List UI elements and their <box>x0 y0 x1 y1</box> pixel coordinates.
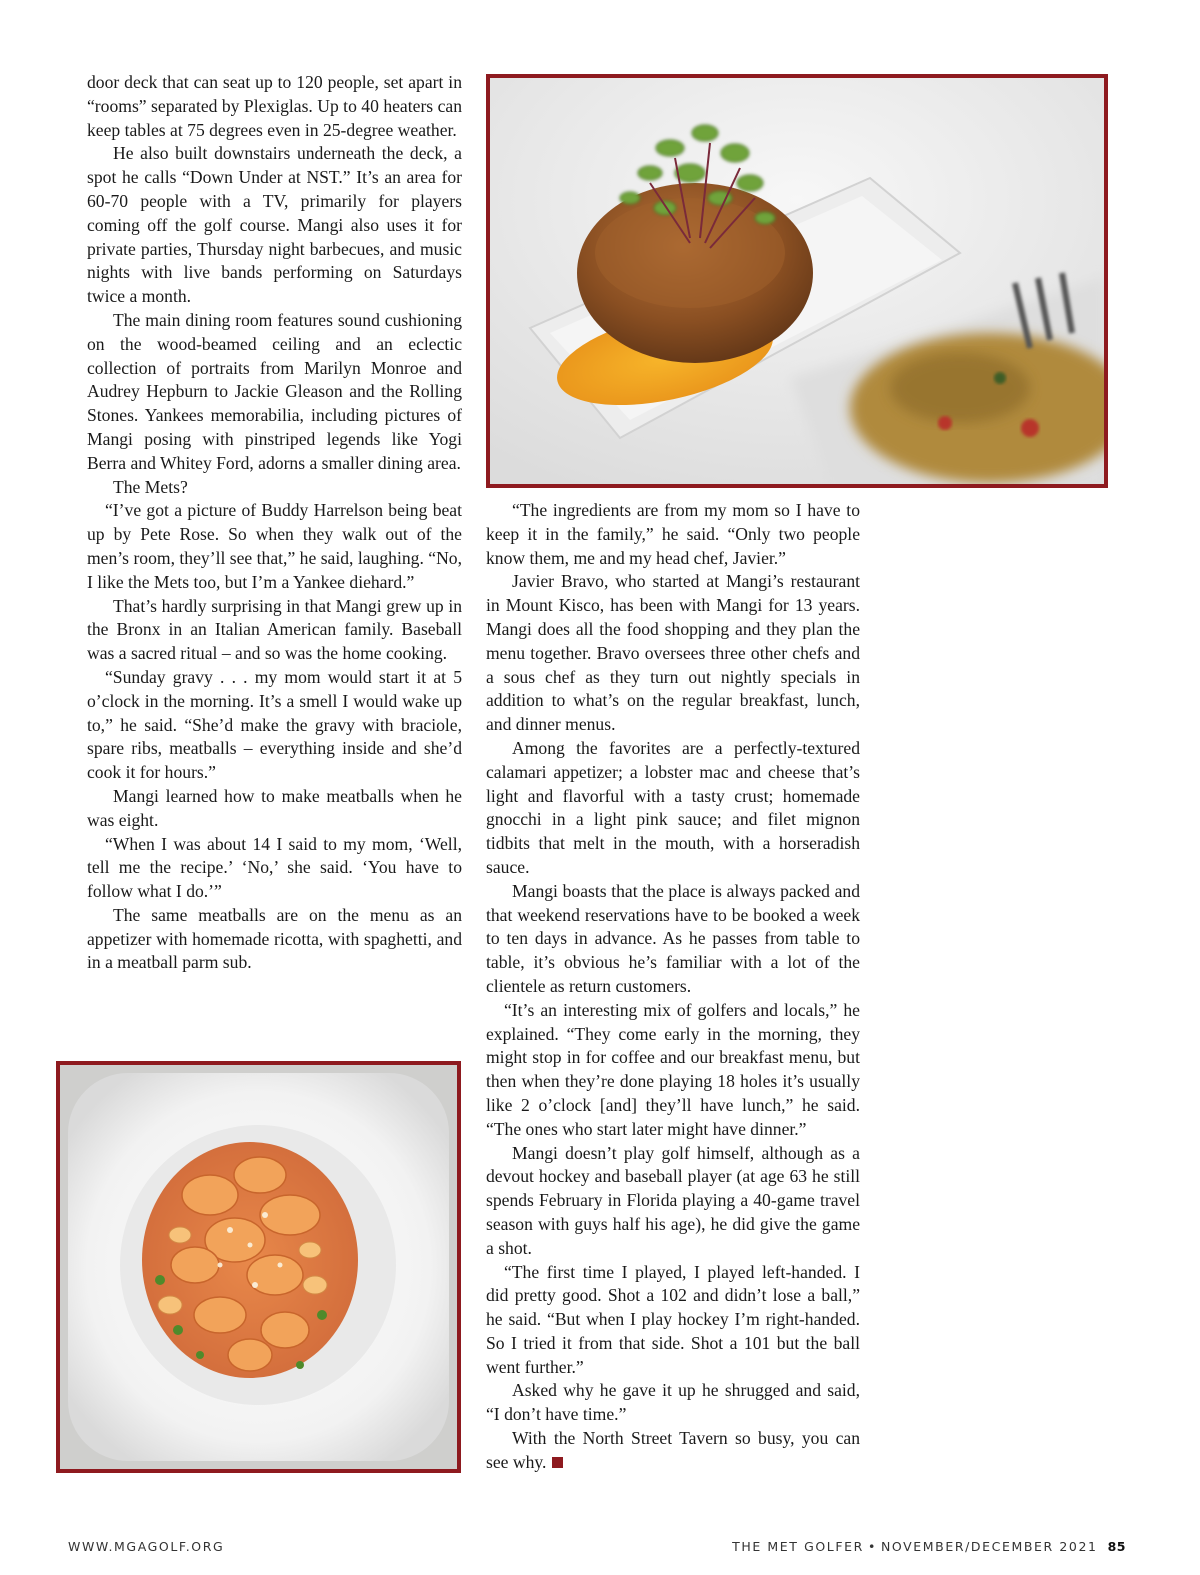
paragraph: Javier Bravo, who started at Mangi’s restaurant in Mount Kisco, has been with Mangi for 13 years. Mangi does all the food shopping and they plan the menu together. Bravo oversees three other chefs and a sous chef as they turn out nightly specials in addition to what’s on the regular breakfast, lunch, and dinner menus. <box>486 571 860 735</box>
paragraph: “I’ve got a picture of Buddy Harrelson being beat up by Pete Rose. So when they walk out of the men’s room, they’ll see that,” he said, laughing. “No, I like the Mets too, but I’m a Yankee diehard.” <box>87 500 462 592</box>
paragraph-final <box>486 1427 860 1475</box>
paragraph: door deck that can seat up to 120 people, set apart in “rooms” separated by Plexiglas. Up to 40 heaters can keep tables at 75 degrees even in 25-degree weather. <box>87 72 462 140</box>
article-left-column <box>87 71 462 975</box>
issue-date: NOVEMBER/DECEMBER 2021 <box>880 1539 1098 1554</box>
article-right-column <box>486 499 860 1475</box>
paragraph: The Mets? <box>113 476 188 497</box>
paragraph: That’s hardly surprising in that Mangi grew up in the Bronx in an Italian American family. Baseball was a sacred ritual – and so was the home cooking. <box>87 595 462 664</box>
publication-name: THE MET GOLFER <box>732 1539 864 1554</box>
paragraph: The main dining room features sound cushioning on the wood-beamed ceiling and an eclectic collection of portraits from Marilyn Monroe and Audrey Hepburn to Jackie Gleason and the Rolling Stones. Yankees memorabilia, including pictures of Mangi posing with pinstriped legends like Yogi Berra and Whitey Ford, adorns a smaller dining area. <box>87 309 462 473</box>
paragraph: Mangi learned how to make meatballs when he was eight. <box>87 785 462 830</box>
paragraph: “When I was about 14 I said to my mom, ‘Well, tell me the recipe.’ ‘No,’ she said. ‘You have to follow what I do.’” <box>87 833 462 902</box>
paragraph: Among the favorites are a perfectly-textured calamari appetizer; a lobster mac and cheese that’s light and flavorful with a tasty crust; homemade gnocchi in a light pink sauce; and filet mignon tidbits that melt in the mouth, with a horseradish sauce. <box>486 737 860 877</box>
paragraph: Mangi doesn’t play golf himself, although as a devout hockey and baseball player (at age 63 he still spends February in Florida playing a 40-game travel season with guys half his age), he did give the game a shot. <box>486 1142 860 1258</box>
paragraph: “The ingredients are from my mom so I have to keep it in the family,” he said. “Only two people know them, me and my head chef, Javier.” <box>486 500 860 568</box>
page-number: 85 <box>1107 1539 1126 1554</box>
paragraph: “The first time I played, I played left-handed. I did pretty good. Shot a 102 and didn’t lose a ball,” he said. “But when I play hockey I’m right-handed. So I tried it from that side. Shot a 101 but the ball went further.” <box>486 1261 860 1377</box>
separator-bullet: • <box>867 1539 877 1554</box>
footer-website: WWW.MGAGOLF.ORG <box>68 1539 225 1554</box>
footer-issue-info <box>732 1539 1126 1554</box>
paragraph: He also built downstairs underneath the deck, a spot he calls “Down Under at NST.” It’s an area for 60-70 people with a TV, primarily for players coming off the golf course. Mangi also uses it for private parties, Thursday night barbecues, and music nights with live bands performing on Saturdays twice a month. <box>87 143 462 307</box>
paragraph: The same meatballs are on the menu as an appetizer with homemade ricotta, with spaghetti, and in a meatball parm sub. <box>87 904 462 973</box>
closing-sentence: With the North Street Tavern so busy, you can see why. <box>486 1428 860 1472</box>
paragraph: “It’s an interesting mix of golfers and locals,” he explained. “They come early in the morning, they might stop in for coffee and our breakfast menu, but then when they’re done playing 18 holes it’s usually like 2 o’clock [and] they’ll have lunch,” he said. “The ones who start later might have dinner.” <box>486 999 860 1139</box>
food-photo-gnocchi <box>56 1061 461 1473</box>
paragraph: Mangi boasts that the place is always packed and that weekend reservations have to be booked a week to ten days in advance. As he passes from table to table, it’s obvious he’s familiar with a lot of the clientele as return customers. <box>486 880 860 996</box>
gnocchi-illustration <box>60 1065 457 1469</box>
food-photo-croquette <box>486 74 1108 488</box>
paragraph: “Sunday gravy . . . my mom would start it at 5 o’clock in the morning. It’s a smell I would wake up to,” he said. “She’d make the gravy with braciole, spare ribs, meatballs – everything inside and she’d cook it for hours.” <box>87 666 462 783</box>
croquette-illustration <box>490 78 1104 484</box>
paragraph: Asked why he gave it up he shrugged and said, “I don’t have time.” <box>486 1380 860 1425</box>
end-mark-icon <box>552 1457 563 1468</box>
